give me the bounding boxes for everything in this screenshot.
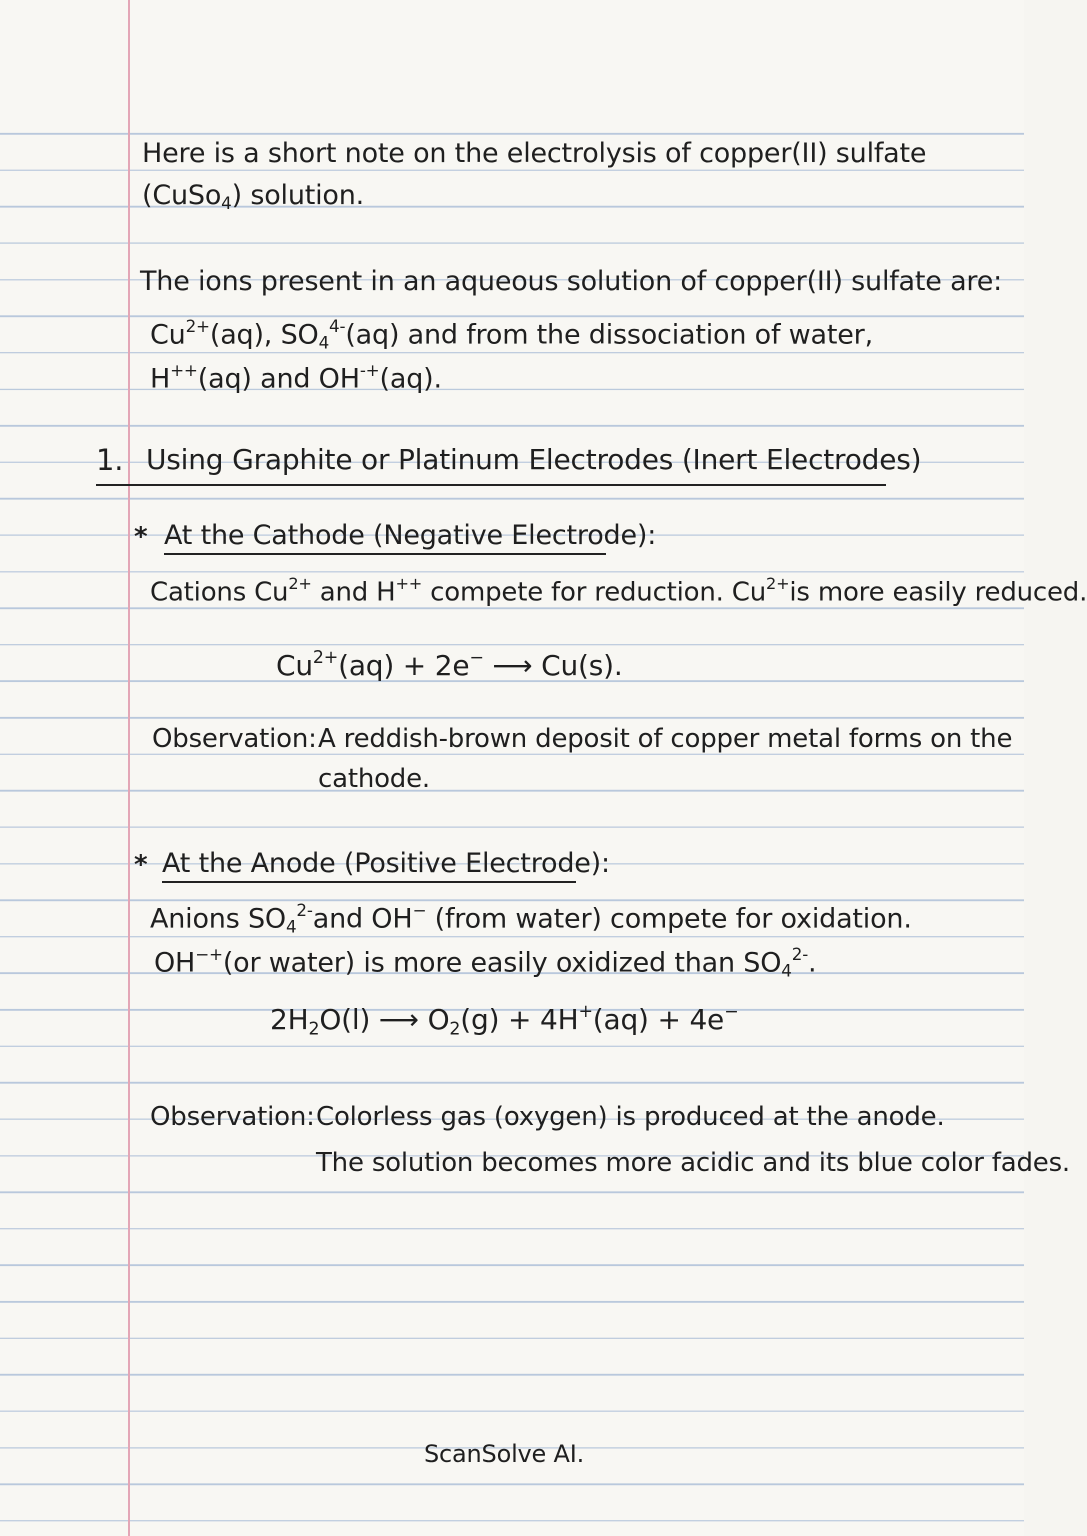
cathode-observation-line-2: cathode.: [318, 764, 430, 794]
anode-heading: At the Anode (Positive Electrode):: [162, 848, 610, 879]
cathode-observation-line-1: A reddish-brown deposit of copper metal forms on the: [318, 724, 1013, 754]
anode-bullet: *: [134, 850, 148, 880]
section-title: Using Graphite or Platinum Electrodes (Inert Electrodes): [146, 443, 922, 476]
anode-line-1: Anions $SO_4^{2-}and$ OH− (from water) compete for oxidation.: [150, 900, 912, 937]
anode-heading-underline: [162, 881, 576, 883]
cathode-equation: $Cu^{2+}(aq) + 2e^-$ ⟶ Cu(s).: [276, 648, 623, 683]
anode-observation-line-1: Colorless gas (oxygen) is produced at the anode.: [316, 1102, 945, 1132]
anode-line-2: OH−+(or water) is more easily oxidized than $SO_4^{2-}$.: [154, 944, 817, 981]
ions-line-1: The ions present in an aqueous solution of copper(II) sulfate are:: [140, 266, 1003, 297]
anode-equation: $2H_2O(l)$ ⟶ $O_2(g) + 4H^+(aq) + 4e^-$: [270, 1002, 739, 1040]
section-number: 1.: [96, 443, 124, 477]
ions-line-2: $Cu^{2+}(aq)$, $SO_4^{4-}(aq)$ and from the dissociation of water,: [150, 316, 873, 353]
cathode-heading: At the Cathode (Negative Electrode):: [164, 520, 657, 551]
cathode-description: Cations $Cu^{2+}$ and H++ compete for reduction. $Cu^{2+}is$ more easily reduced.: [150, 574, 1087, 608]
anode-observation-label: Observation:: [150, 1102, 315, 1132]
ions-line-3: H++(aq) and OH-+(aq).: [150, 360, 442, 395]
intro-line-1: Here is a short note on the electrolysis of copper(II) sulfate: [142, 138, 927, 169]
anode-observation-line-2: The solution becomes more acidic and its blue color fades.: [316, 1148, 1070, 1178]
intro-line-2: (CuSo$_4$) solution.: [142, 180, 365, 214]
footer-signature: ScanSolve AI.: [424, 1440, 585, 1468]
cathode-bullet: *: [134, 522, 148, 552]
cathode-heading-underline: [164, 553, 606, 555]
margin-line: [128, 0, 130, 1536]
cathode-observation-label: Observation:: [152, 724, 317, 754]
